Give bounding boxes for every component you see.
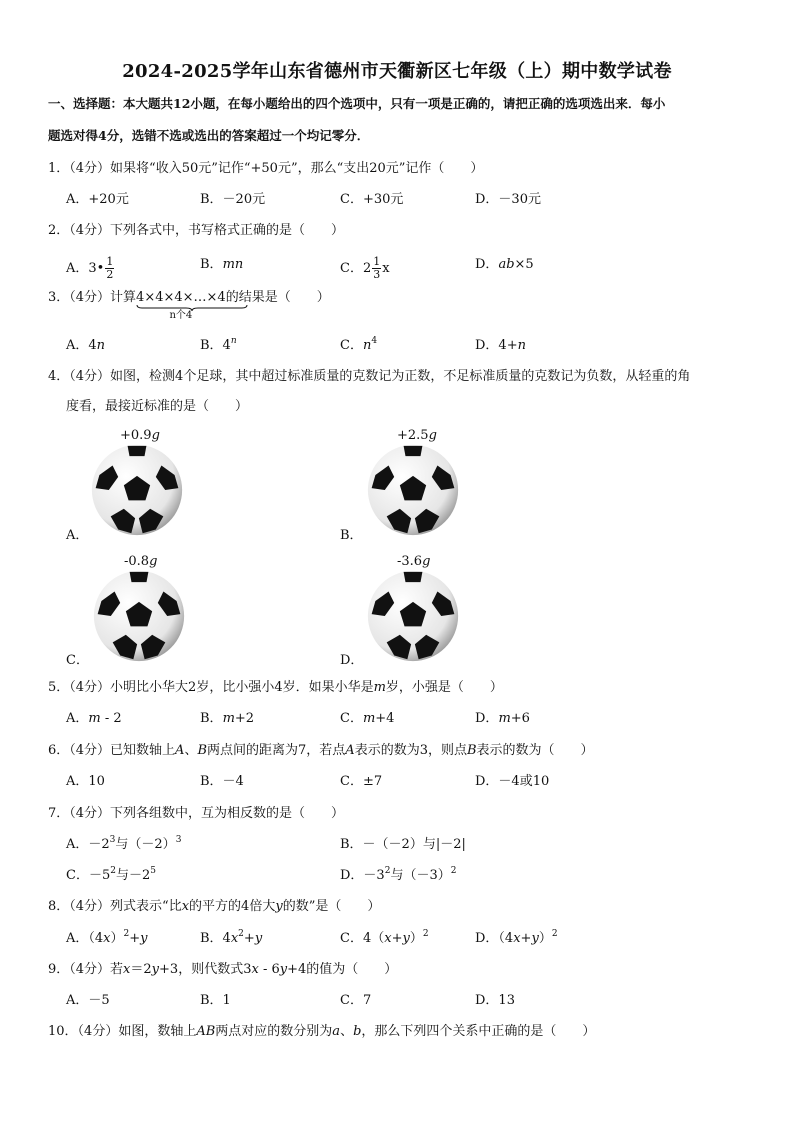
q3-option-a: A．4n <box>66 338 106 353</box>
q10-stem: 10．（4分）如图，数轴上AB两点对应的数分别为a、b，那么下列四个关系中正确的是（ ） <box>48 1024 596 1039</box>
q7-stem: 7．（4分）下列各组数中，互为相反数的是（ ） <box>48 806 345 821</box>
ball-b-image <box>366 443 460 541</box>
q9-option-c: C．7 <box>340 993 372 1008</box>
q6-option-d: D．－4或10 <box>475 774 550 789</box>
q6-stem: 6．（4分）已知数轴上A、B两点间的距离为7，若点A表示的数为3，则点B表示的数为（ ） <box>48 743 594 758</box>
q3-brace-expression: 4×4×4×…×4 n个4 <box>136 289 226 307</box>
q6-option-c: C．±7 <box>340 774 383 789</box>
soccer-ball-icon <box>366 443 460 537</box>
soccer-ball-icon <box>366 569 460 663</box>
q7-option-b: B．－（－2）与|－2| <box>340 837 466 852</box>
q9-option-d: D．13 <box>475 993 515 1008</box>
q8-option-b: B．$4x^2+y$ <box>200 929 263 946</box>
ball-c-image <box>92 569 186 667</box>
q4-option-a-label: A． <box>66 528 89 543</box>
q4-option-d-label: D． <box>340 653 364 668</box>
q1-option-a: A．+20元 <box>66 192 129 207</box>
q4-stem-line1: 4．（4分）如图，检测4个足球，其中超过标准质量的克数记为正数，不足标准质量的克数记为负数，从轻重的角 <box>48 369 691 384</box>
q9-option-b: B．1 <box>200 993 231 1008</box>
q3-option-b: B．4$^n$ <box>200 336 237 353</box>
section-instructions-line1: 一、选择题：本大题共12小题，在每小题给出的四个选项中，只有一项是正确的，请把正确的选项选出来．每小 <box>48 96 666 111</box>
soccer-ball-icon <box>90 443 184 537</box>
q8-option-a: A．$(4x)^2+y$ <box>66 929 148 946</box>
ball-d-weight: -3.6g <box>397 554 431 569</box>
ball-d-image <box>366 569 460 667</box>
q1-stem: 1．（4分）如果将“收入50元”记作“+50元”，那么“支出20元”记作（ ） <box>48 161 484 176</box>
q5-option-a: A．m - 2 <box>66 711 122 726</box>
q1-option-c: C．+30元 <box>340 192 404 207</box>
section-instructions-line2: 题选对得4分，选错不选或选出的答案超过一个均记零分． <box>48 128 370 143</box>
q9-option-a: A．－5 <box>66 993 110 1008</box>
q2-option-d: D．ab×5 <box>475 257 534 272</box>
q5-option-c: C．m+4 <box>340 711 395 726</box>
q8-option-d: D．$(4x+y)^2$ <box>475 929 558 946</box>
q2-stem: 2．（4分）下列各式中，书写格式正确的是（ ） <box>48 223 345 238</box>
q7-option-c: C．$-5^2$与$-2^5$ <box>66 866 156 883</box>
q4-stem-line2: 度看，最接近标准的是（ ） <box>66 399 249 414</box>
q3-brace-label: n个4 <box>169 310 193 321</box>
q3-option-c: C．$n^4$ <box>340 336 378 353</box>
page-title: 2024-2025学年山东省德州市天衢新区七年级（上）期中数学试卷 <box>122 61 672 82</box>
q1-option-b: B．－20元 <box>200 192 266 207</box>
q8-stem: 8．（4分）列式表示“比x的平方的4倍大y的数”是（ ） <box>48 899 381 914</box>
q5-stem: 5．（4分）小明比小华大2岁，比小强小4岁．如果小华是m岁，小强是（ ） <box>48 680 503 695</box>
q3-stem: 3．（4分）计算4×4×4×…×4 n个4 的结果是（ ） <box>48 289 330 307</box>
q5-option-d: D．m+6 <box>475 711 530 726</box>
ball-b-weight: +2.5g <box>397 428 437 443</box>
ball-c-weight: -0.8g <box>124 554 158 569</box>
q6-option-b: B．－4 <box>200 774 244 789</box>
q5-option-b: B．m+2 <box>200 711 255 726</box>
q3-option-d: D．4+n <box>475 338 526 353</box>
q8-option-c: C．$4(x+y)^2$ <box>340 929 429 946</box>
q6-option-a: A．10 <box>66 774 105 789</box>
ball-a-image <box>90 443 184 541</box>
q4-option-b-label: B． <box>340 528 363 543</box>
q9-stem: 9．（4分）若x＝2y+3，则代数式3x - 6y+4的值为（ ） <box>48 962 398 977</box>
q2-option-b: B．mn <box>200 257 244 272</box>
ball-a-weight: +0.9g <box>120 428 160 443</box>
soccer-ball-icon <box>92 569 186 663</box>
q7-option-d: D．$-3^2$与$(-3)^2$ <box>340 866 457 883</box>
q7-option-a: A．$-2^3$与$(-2)^3$ <box>66 835 182 852</box>
q4-option-c-label: C． <box>66 653 89 668</box>
q2-option-a: A．3• $\frac{1}{2}$ <box>66 255 114 281</box>
q1-option-d: D．－30元 <box>475 192 541 207</box>
q2-option-c: C．2 $\frac{1}{3}$ x <box>340 255 390 281</box>
